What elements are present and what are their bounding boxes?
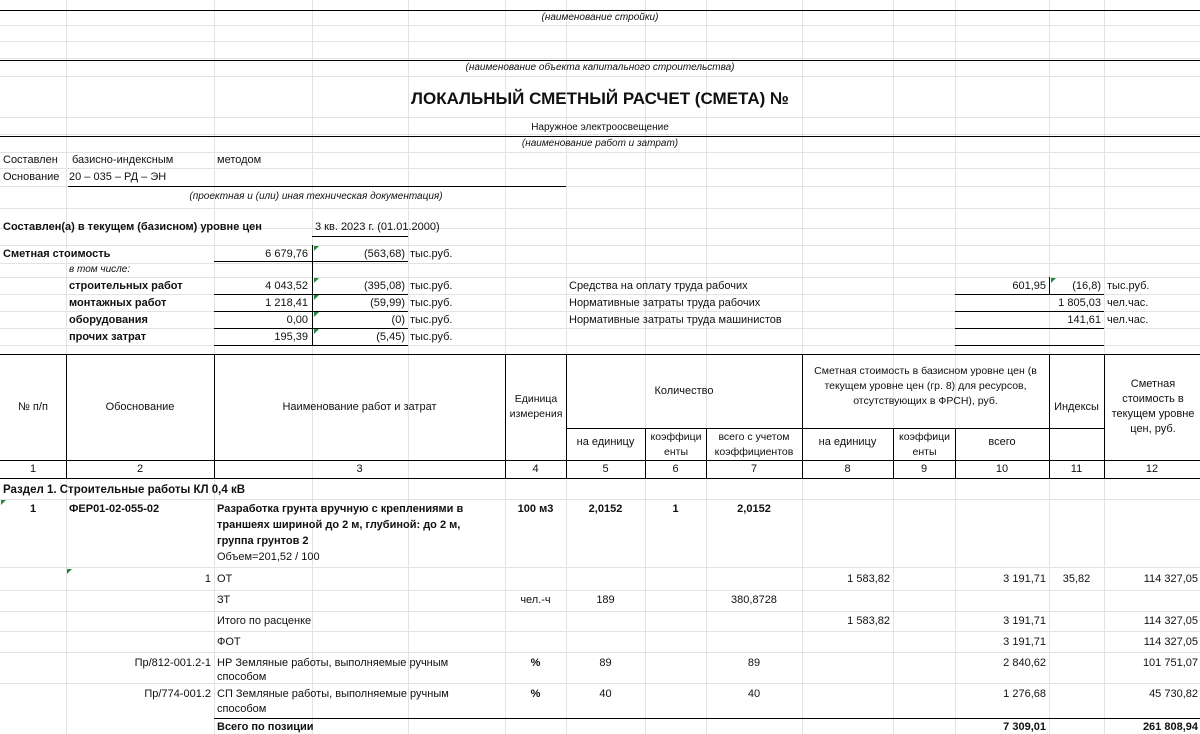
sp-cur: 45 730,82 [1149, 688, 1198, 700]
cost-current: 6 679,76 [265, 248, 308, 260]
sp-c3: 1 276,68 [1003, 688, 1046, 700]
row-c3: 3 191,71 [1003, 615, 1046, 627]
cost-including: в том числе: [69, 264, 131, 275]
np-unit: % [530, 657, 541, 669]
cost-unit: тыс.руб. [410, 248, 453, 260]
row-basis: 1 [204, 573, 211, 585]
position-name: группа грунтов 2 [217, 535, 309, 547]
col-header-q-total[interactable]: всего с учетом коэффициентов [714, 431, 794, 458]
col-number: 4 [532, 463, 539, 475]
position-volume: Объем=201,52 / 100 [217, 551, 320, 563]
cost-row-label: оборудования [69, 314, 148, 326]
col-number: 10 [995, 463, 1009, 475]
total-c3: 7 309,01 [1003, 721, 1046, 733]
col-number: 5 [602, 463, 609, 475]
np-name: способом [217, 671, 267, 683]
col-number: 8 [844, 463, 851, 475]
doc-caption: (проектная и (или) иная техническая документация) [189, 191, 443, 202]
cost-row-label: монтажных работ [69, 297, 167, 309]
labor-row-value: 1 805,03 [1058, 297, 1101, 309]
labor-row-unit: чел.час. [1107, 314, 1149, 326]
row-q3: 380,8728 [731, 594, 777, 606]
composed-method: методом [217, 154, 262, 166]
composed-value: базисно-индексным [72, 154, 174, 166]
col-header-quantity[interactable]: Количество [654, 385, 714, 397]
row-idx: 35,82 [1062, 573, 1091, 585]
comment-marker-icon[interactable] [314, 246, 319, 251]
col-header-c-coef[interactable]: коэффици енты [899, 431, 950, 458]
position-q-coef: 1 [672, 503, 679, 515]
np-basis: Пр/812-001.2-1 [134, 657, 211, 669]
comment-marker-icon[interactable] [314, 312, 319, 317]
col-header-name[interactable]: Наименование работ и затрат [282, 401, 437, 413]
cost-row-base: (5,45) [376, 331, 405, 343]
total-label: Всего по позиции [217, 721, 314, 733]
cost-row-unit: тыс.руб. [410, 331, 453, 343]
labor-row-value: 141,61 [1067, 314, 1101, 326]
row-c3: 3 191,71 [1003, 573, 1046, 585]
labor-row-label: Средства на оплату труда рабочих [569, 280, 748, 292]
basis-value: 20 – 035 – РД – ЭН [69, 171, 167, 183]
work-caption: (наименование работ и затрат) [521, 138, 679, 149]
col-header-q-per-unit[interactable]: на единицу [576, 436, 635, 448]
col-header-c-per-unit[interactable]: на единицу [818, 436, 877, 448]
col-header-basis[interactable]: Обоснование [105, 401, 175, 413]
col-number: 12 [1145, 463, 1159, 475]
labor-row-unit: тыс.руб. [1107, 280, 1150, 292]
comment-marker-icon[interactable] [314, 278, 319, 283]
page-title: ЛОКАЛЬНЫЙ СМЕТНЫЙ РАСЧЕТ (СМЕТА) № [411, 89, 789, 108]
cost-base: (563,68) [364, 248, 405, 260]
position-num: 1 [29, 503, 37, 515]
basis-label: Основание [3, 171, 60, 183]
np-q1: 89 [599, 657, 612, 669]
col-header-c-total[interactable]: всего [988, 436, 1016, 448]
row-name: ЗТ [217, 594, 231, 606]
row-name: ФОТ [217, 636, 241, 648]
position-name: Разработка грунта вручную с креплениями в [217, 503, 464, 515]
cost-row-label: прочих затрат [69, 331, 147, 343]
sp-q1: 40 [599, 688, 612, 700]
np-name: НР Земляные работы, выполняемые ручным [217, 657, 449, 669]
col-header-cost-current[interactable]: Сметная стоимость в текущем уровне цен, руб. [1111, 378, 1195, 435]
position-q-per-unit: 2,0152 [588, 503, 623, 515]
col-number: 9 [920, 463, 928, 475]
np-c3: 2 840,62 [1003, 657, 1046, 669]
cost-row-unit: тыс.руб. [410, 280, 453, 292]
comment-marker-icon[interactable] [314, 295, 319, 300]
cost-row-base: (395,08) [364, 280, 405, 292]
sp-q3: 40 [747, 688, 761, 700]
labor-row-value: 601,95 [1012, 280, 1046, 292]
object-caption: (наименование объекта капитального строительства) [465, 62, 735, 73]
col-header-indexes[interactable]: Индексы [1054, 401, 1099, 413]
col-number: 2 [136, 463, 144, 475]
col-number: 3 [356, 463, 363, 475]
row-name: ОТ [217, 573, 233, 585]
labor-row-base: (16,8) [1072, 280, 1101, 292]
sp-unit: % [530, 688, 541, 700]
position-q-total: 2,0152 [737, 503, 771, 515]
cost-row-base: (0) [391, 314, 405, 326]
np-cur: 101 751,07 [1142, 657, 1198, 669]
row-q1: 189 [596, 594, 615, 606]
cost-row-current: 1 218,41 [265, 297, 308, 309]
col-header-unit[interactable]: Единица измерения [509, 393, 563, 420]
labor-row-label: Нормативные затраты труда машинистов [569, 314, 782, 326]
row-name: Итого по расценке [217, 615, 312, 627]
position-unit: 100 м3 [517, 503, 554, 515]
sp-name: СП Земляные работы, выполняемые ручным [217, 688, 449, 700]
section-title: Раздел 1. Строительные работы КЛ 0,4 кВ [3, 484, 246, 496]
row-cur: 114 327,05 [1143, 636, 1198, 648]
price-level-value: 3 кв. 2023 г. (01.01.2000) [315, 221, 440, 233]
labor-row-unit: чел.час. [1107, 297, 1149, 309]
col-header-cost-base[interactable]: Сметная стоимость в базисном уровне цен (в текущем уровне цен (гр. 8) для ресурсов, отсутствующих в ФРСН), руб. [814, 365, 1037, 407]
cost-row-current: 4 043,52 [265, 280, 308, 292]
composed-label: Составлен [3, 154, 58, 166]
col-number: 11 [1070, 463, 1083, 475]
cost-row-unit: тыс.руб. [410, 297, 453, 309]
cost-row-label: строительных работ [69, 280, 183, 292]
comment-marker-icon[interactable] [314, 329, 319, 334]
total-cur: 261 808,94 [1142, 721, 1198, 733]
work-name: Наружное электроосвещение [531, 122, 669, 133]
cost-row-unit: тыс.руб. [410, 314, 453, 326]
row-cur: 114 327,05 [1143, 615, 1198, 627]
row-cur: 114 327,05 [1143, 573, 1198, 585]
row-c1: 1 583,82 [847, 615, 890, 627]
col-header-q-coef[interactable]: коэффици енты [650, 431, 702, 458]
cost-row-base: (59,99) [370, 297, 405, 309]
cost-row-current: 195,39 [274, 331, 308, 343]
col-number: 1 [29, 463, 37, 475]
construction-caption: (наименование стройки) [541, 12, 659, 23]
col-number: 7 [750, 463, 758, 475]
sp-name: способом [217, 703, 267, 715]
row-c3: 3 191,71 [1003, 636, 1046, 648]
cost-row-current: 0,00 [286, 314, 308, 326]
cost-label: Сметная стоимость [3, 248, 111, 260]
row-unit: чел.-ч [520, 594, 551, 606]
labor-row-label: Нормативные затраты труда рабочих [569, 297, 761, 309]
row-c1: 1 583,82 [847, 573, 890, 585]
position-code: ФЕР01-02-055-02 [69, 503, 160, 515]
col-header-num[interactable]: № п/п [18, 401, 48, 413]
position-name: траншеях шириной до 2 м, глубиной: до 2 м, [217, 519, 461, 531]
price-level-label: Составлен(а) в текущем (базисном) уровне цен [3, 221, 262, 233]
sp-basis: Пр/774-001.2 [144, 688, 211, 700]
np-q3: 89 [747, 657, 761, 669]
col-number: 6 [672, 463, 679, 475]
